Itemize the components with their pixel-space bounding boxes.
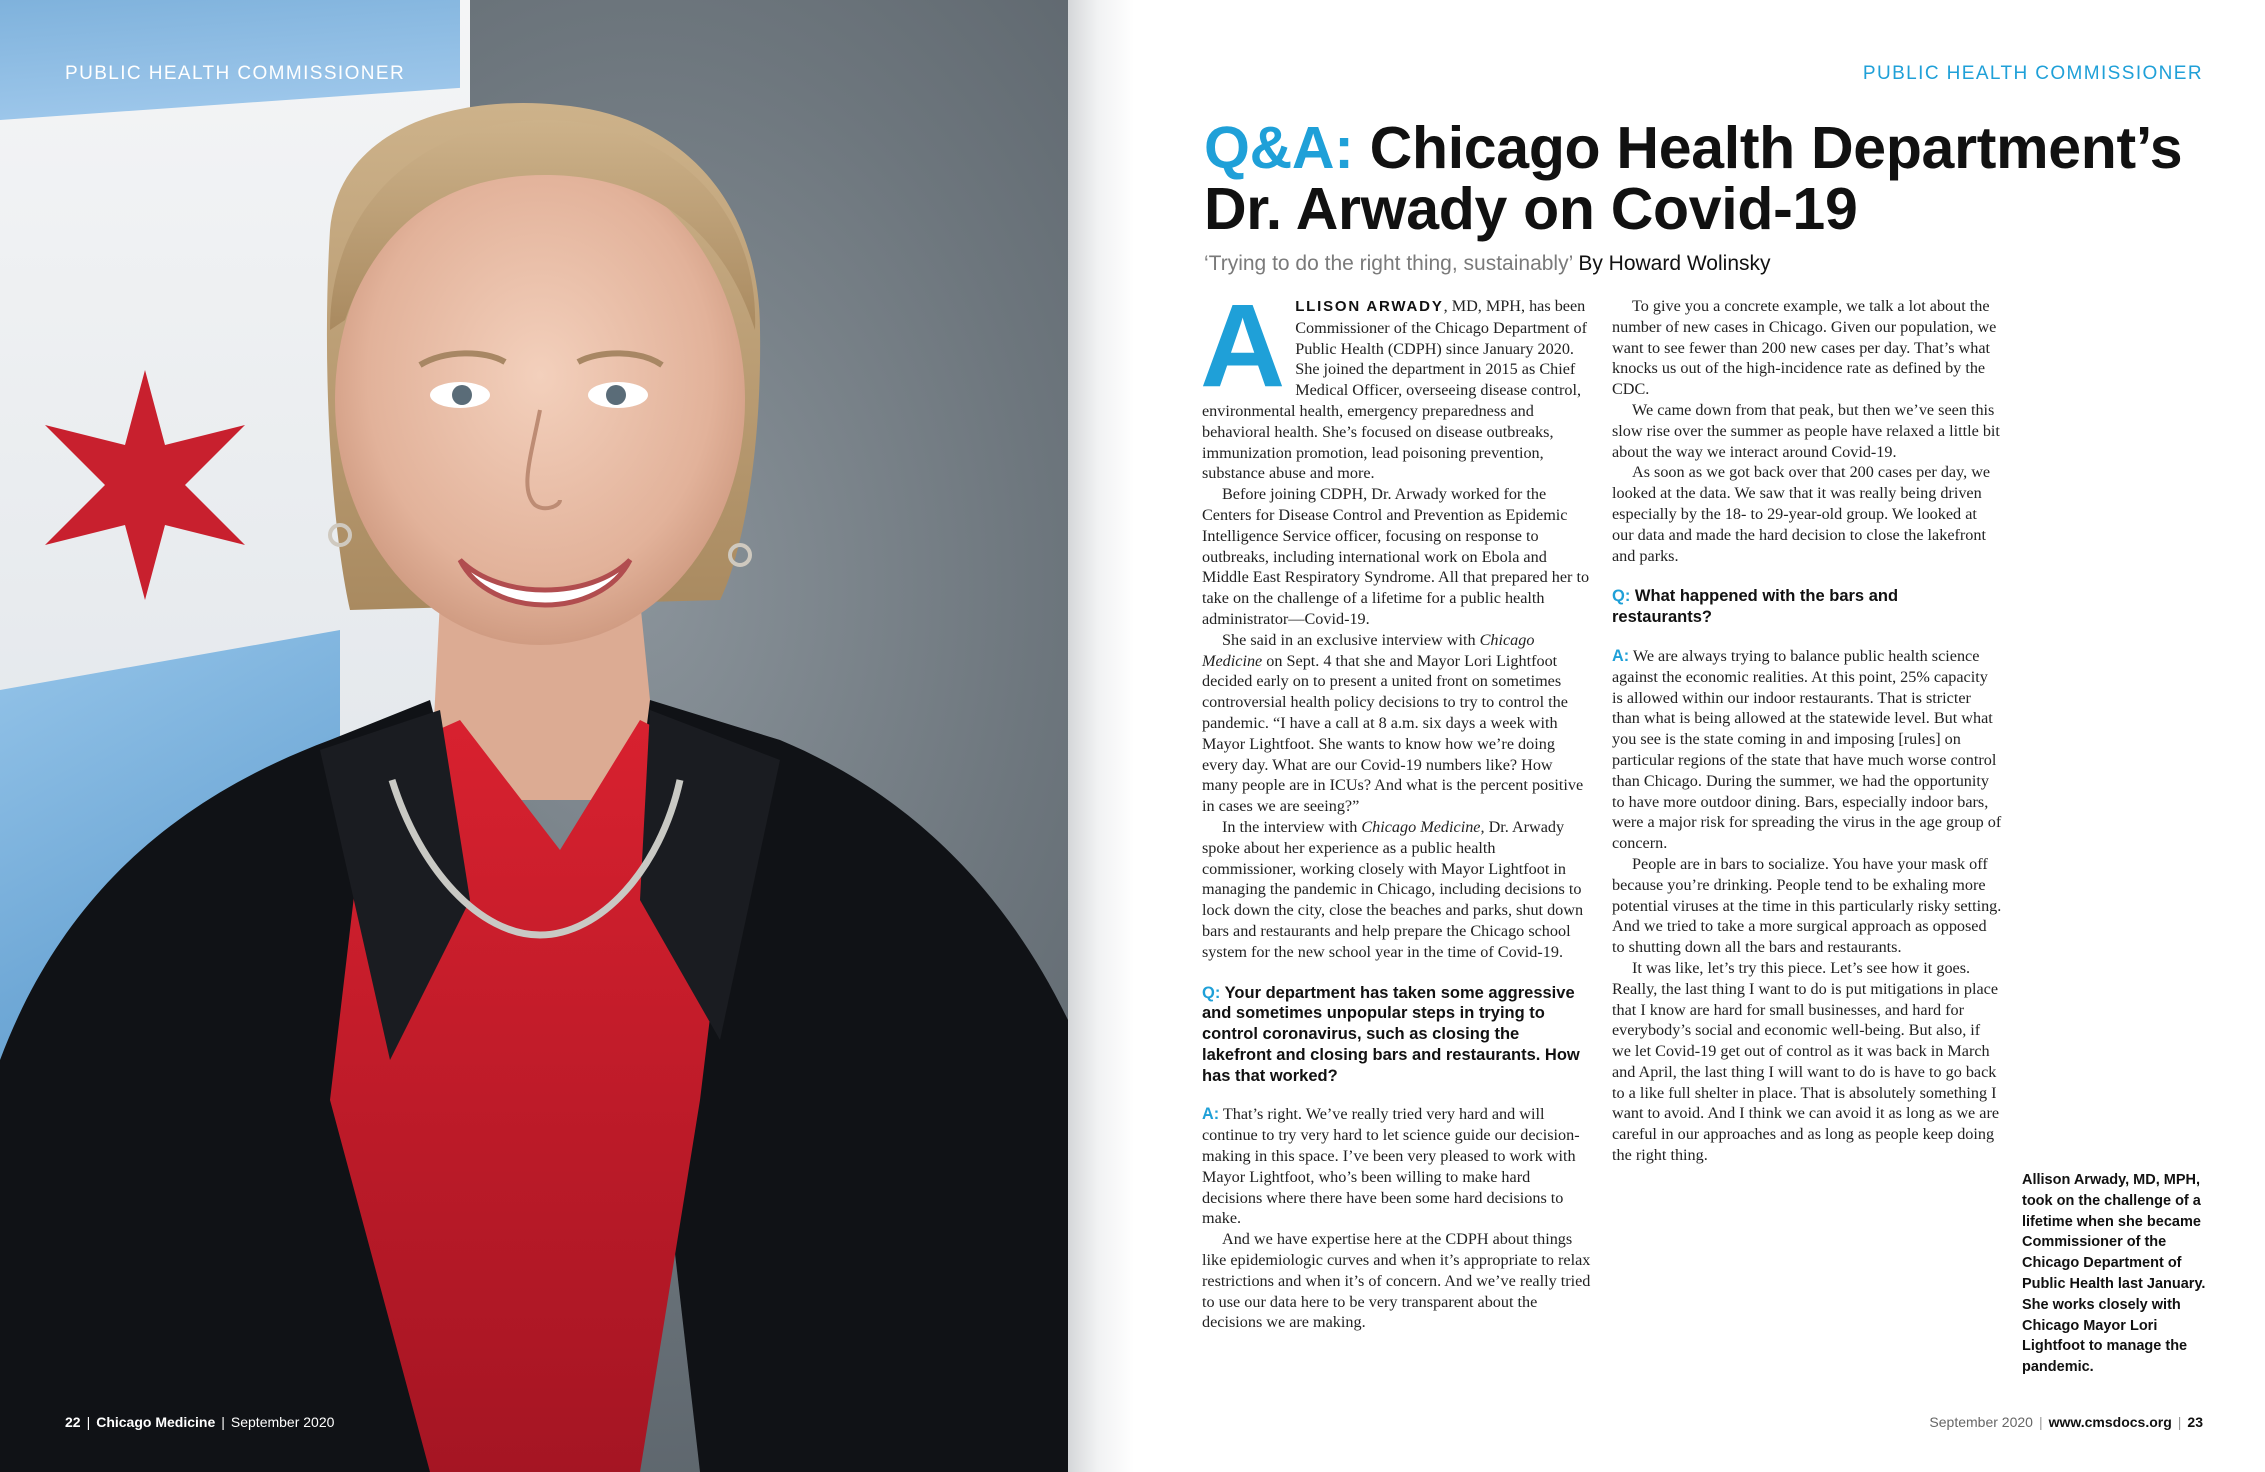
portrait-photo [0, 0, 1068, 1472]
paragraph [1202, 630, 1592, 817]
paragraph: To give you a concrete example, we talk a lot about the number of new cases in Chicago. Given our population, we want to see fewer than 200 new cases per day. That’s what knocks us out of the high-incidence rate as defined by the CDC. [1612, 297, 1997, 399]
left-page-photo [0, 0, 1068, 1472]
headline-line1: Chicago Health Department’s [1353, 115, 2183, 181]
website-link[interactable]: www.cmsdocs.org [2048, 1414, 2172, 1430]
publication-name: Chicago Medicine [96, 1414, 216, 1430]
page-number: 23 [2187, 1414, 2203, 1430]
question-1 [1202, 983, 1592, 1087]
right-page-article [1134, 0, 2265, 1472]
paragraph-text: She said in an exclusive interview with [1222, 630, 1480, 649]
issue-date: September 2020 [230, 1414, 335, 1430]
answer-label: A: [1612, 646, 1630, 665]
question-label: Q: [1612, 587, 1631, 606]
answer-text: We are always trying to balance public health science against the economic realities. At this point, 25% capacity is allowed within our indoor restaurants. That is stricter than what is being allowed at the statewide level. But what you see is the state coming in and imposing [rules] on particular regions of the state that have much worse control than Chicago. During the summer, we had the opportunity to have more outdoor dining. Bars, especially indoor bars, were a major risk for spreading the virus in the age group of concern. [1612, 646, 2002, 853]
publication-italic: Chicago Medicine [1202, 630, 1535, 670]
article-subhead [1204, 252, 1771, 276]
paragraph: We came down from that peak, but then we’ve seen this slow rise over the summer as people have relaxed a little bit about the way we interact around Covid-19. [1612, 400, 2000, 461]
answer-2 [1612, 646, 2002, 854]
paragraph: It was like, let’s try this piece. Let’s see how it goes. Really, the last thing I want to do is put mitigations in place that I know are hard for small businesses, and hard for everybody’s social and economic well-being. But also, if we let Covid-19 get out of control as it was back in March and April, the last thing I will want to do is have to go back to a like full shelter in place. That is absolutely something I want to avoid. And I think we can avoid it as long as we are careful in our approaches and as long as people keep doing the right thing. [1612, 958, 2000, 1165]
left-running-header: PUBLIC HEALTH COMMISSIONER [65, 63, 406, 84]
paragraph-text: on Sept. 4 that she and Mayor Lori Lightfoot decided early on to present a united front on sometimes controversial health policy decisions to try to control the pandemic. “I have a call at 8 a.m. six days a week with Mayor Lightfoot. She wants to know how we’re doing every day. What are our Covid-19 numbers like? How many people are in ICUs? And what is the percent positive in cases we are seeing?” [1202, 651, 1584, 816]
question-text: Your department has taken some aggressive and sometimes unpopular steps in trying to control coronavirus, such as closing the lakefront and closing bars and restaurants. How has that worked? [1202, 983, 1580, 1085]
lead-name: LLISON ARWADY [1295, 298, 1444, 315]
article-column-1 [1200, 280, 1592, 1333]
paragraph-text: Dr. Arwady spoke about her experience as a public health commissioner, working closely with Mayor Lightfoot in managing the pandemic in Chicago, including decisions to lock down the city, close the beaches and parks, shut down bars and restaurants and help prepare the Chicago school system for the new school year in the time of Covid-19. [1202, 817, 1584, 961]
photo-caption: Allison Arwady, MD, MPH, took on the challenge of a lifetime when she became Commissioner of the Chicago Department of Public Health last January. She works closely with Chicago Mayor Lori Lightfoot to manage the pandemic. [2022, 1172, 2206, 1376]
question-text: What happened with the bars and restaurants? [1612, 587, 1899, 627]
answer-label: A: [1202, 1105, 1220, 1124]
issue-date: September 2020 [1929, 1414, 2033, 1430]
paragraph: Before joining CDPH, Dr. Arwady worked for the Centers for Disease Control and Prevention as Epidemic Intelligence Service officer, focusing on response to outbreaks, including international work on Ebola and Middle East Respiratory Syndrome. All that prepared her to take on the challenge of a lifetime for a public health administrator—Covid-19. [1202, 485, 1590, 628]
right-page-footer: September 2020 | www.cmsdocs.org | 23 [1929, 1414, 2203, 1430]
byline: By Howard Wolinsky [1578, 252, 1771, 275]
publication-italic: Chicago Medicine, [1361, 817, 1485, 836]
answer-text: That’s right. We’ve really tried very hard and will continue to try very hard to let science guide our decision-making in this space. I’ve been very pleased to work with Mayor Lightfoot, who’s been willing to make hard decisions where there have been some hard decisions to make. [1202, 1105, 1580, 1228]
paragraph [1202, 817, 1592, 963]
paragraph: And we have expertise here at the CDPH about things like epidemiologic curves and when it’s appropriate to relax restrictions and when it’s of concern. And we’ve really tried to use our data here to be very transparent about the decisions we are making. [1202, 1230, 1591, 1332]
question-2 [1612, 586, 2002, 628]
page-number: 22 [65, 1414, 81, 1430]
paragraph-text: In the interview with [1222, 817, 1362, 836]
paragraph: As soon as we got back over that 200 cases per day, we looked at the data. We saw that it was really being driven especially by the 18- to 29-year-old group. We looked at our data and made the hard decision to close the lakefront and parks. [1612, 463, 1991, 565]
right-running-header: PUBLIC HEALTH COMMISSIONER [1862, 63, 2203, 84]
subhead-tagline: ‘Trying to do the right thing, sustainably’ [1204, 252, 1573, 275]
left-page-footer: 22 | Chicago Medicine | September 2020 [65, 1414, 335, 1430]
lead-paragraph [1200, 280, 1592, 484]
paragraph: People are in bars to socialize. You have your mask off because you’re drinking. People tend to be exhaling more potential viruses at the time in this particularly risky setting. And we tried to take a more surgical approach as opposed to shutting down all the bars and restaurants. [1612, 854, 2002, 957]
headline-qa-label: Q&A: [1204, 115, 1354, 181]
drop-cap: A [1200, 280, 1286, 412]
article-column-2 [1612, 296, 2002, 1166]
headline-line2: Dr. Arwady on Covid-19 [1204, 176, 1858, 242]
question-label: Q: [1202, 983, 1221, 1002]
lead-text: , MD, MPH, has been Commissioner of the Chicago Department of Public Health (CDPH) since January 2020. She joined the department in 2015 as Chief Medical Officer, overseeing disease control, environmental health, emergency preparedness and behavioral health. She’s focused on disease outbreaks, immunization promotion, lead poisoning prevention, substance abuse and more. [1202, 297, 1587, 483]
answer-1 [1202, 1104, 1592, 1229]
spread-gutter [1068, 0, 1134, 1472]
article-headline [1204, 115, 2214, 242]
